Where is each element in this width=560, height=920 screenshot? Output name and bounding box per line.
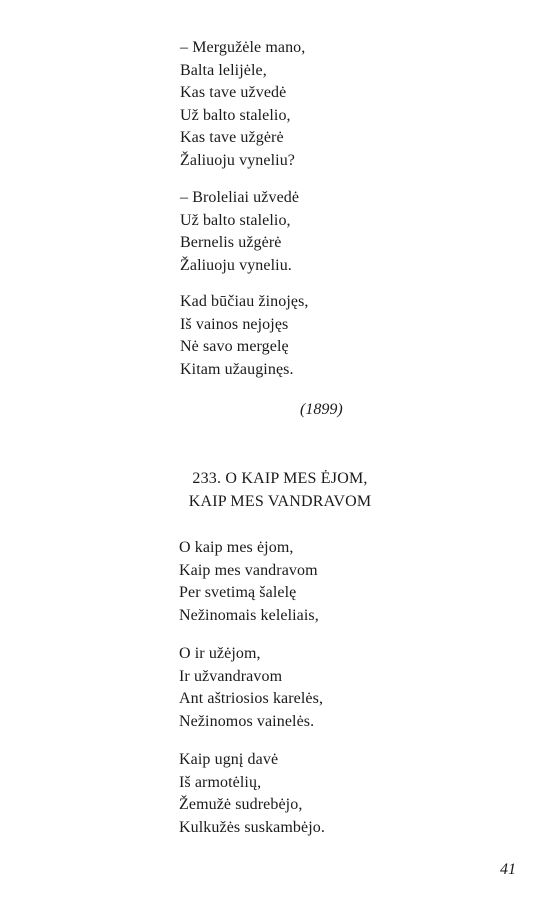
song-stanza — [179, 749, 325, 839]
song-heading-line: 233. O KAIP MES ĖJOM, — [192, 470, 368, 487]
song-heading-line: KAIP MES VANDRAVOM — [188, 492, 372, 510]
poem-line: Ant aštriosios karelės, — [179, 690, 324, 707]
poem-line: Iš armotėlių, — [179, 773, 262, 791]
poem-line: Per svetimą šalelę — [179, 584, 297, 601]
poem-line: Kas tave užgėrė — [180, 129, 284, 146]
poem-line: Iš vainos nejojęs — [180, 315, 289, 333]
poem-line: Kitam užauginęs. — [180, 360, 294, 378]
poem-line: Kaip ugnį davė — [179, 751, 279, 768]
poem-line: Nė savo mergelę — [180, 338, 289, 355]
poem-stanza — [180, 291, 309, 381]
poem-line: Nežinomos vainelės. — [179, 712, 315, 730]
poem-line: Kas tave užvedė — [180, 84, 287, 101]
poem-line: Žaliuoju vyneliu? — [180, 151, 296, 169]
poem-line: Bernelis užgėrė — [180, 234, 282, 251]
poem-stanza — [180, 187, 299, 277]
poem-line: – Mergužėle mano, — [180, 39, 306, 56]
poem-line: O kaip mes ėjom, — [179, 539, 294, 556]
poem-line: Žaliuoju vyneliu. — [180, 256, 292, 274]
poem-line: Kulkužės suskambėjo. — [179, 818, 325, 836]
poem-line: Už balto stalelio, — [180, 106, 291, 124]
song-stanza — [179, 537, 319, 627]
page-number: 41 — [500, 861, 516, 878]
poem-line: Balta lelijėle, — [180, 61, 267, 79]
poem-line: Už balto stalelio, — [180, 211, 291, 229]
poem-line: Nežinomais keleliais, — [179, 606, 319, 624]
poem-stanza — [180, 37, 305, 172]
poem-line: Žemužė sudrebėjo, — [179, 796, 303, 813]
poem-line: Kad būčiau žinojęs, — [180, 293, 309, 310]
poem-line: – Broleliai užvedė — [180, 189, 300, 206]
song-heading — [150, 468, 410, 513]
poem-date: (1899) — [300, 401, 343, 418]
song-stanza — [179, 643, 323, 733]
poem-line: Ir užvandravom — [179, 667, 283, 685]
poem-line: O ir užėjom, — [179, 645, 261, 662]
poem-line: Kaip mes vandravom — [179, 561, 318, 579]
